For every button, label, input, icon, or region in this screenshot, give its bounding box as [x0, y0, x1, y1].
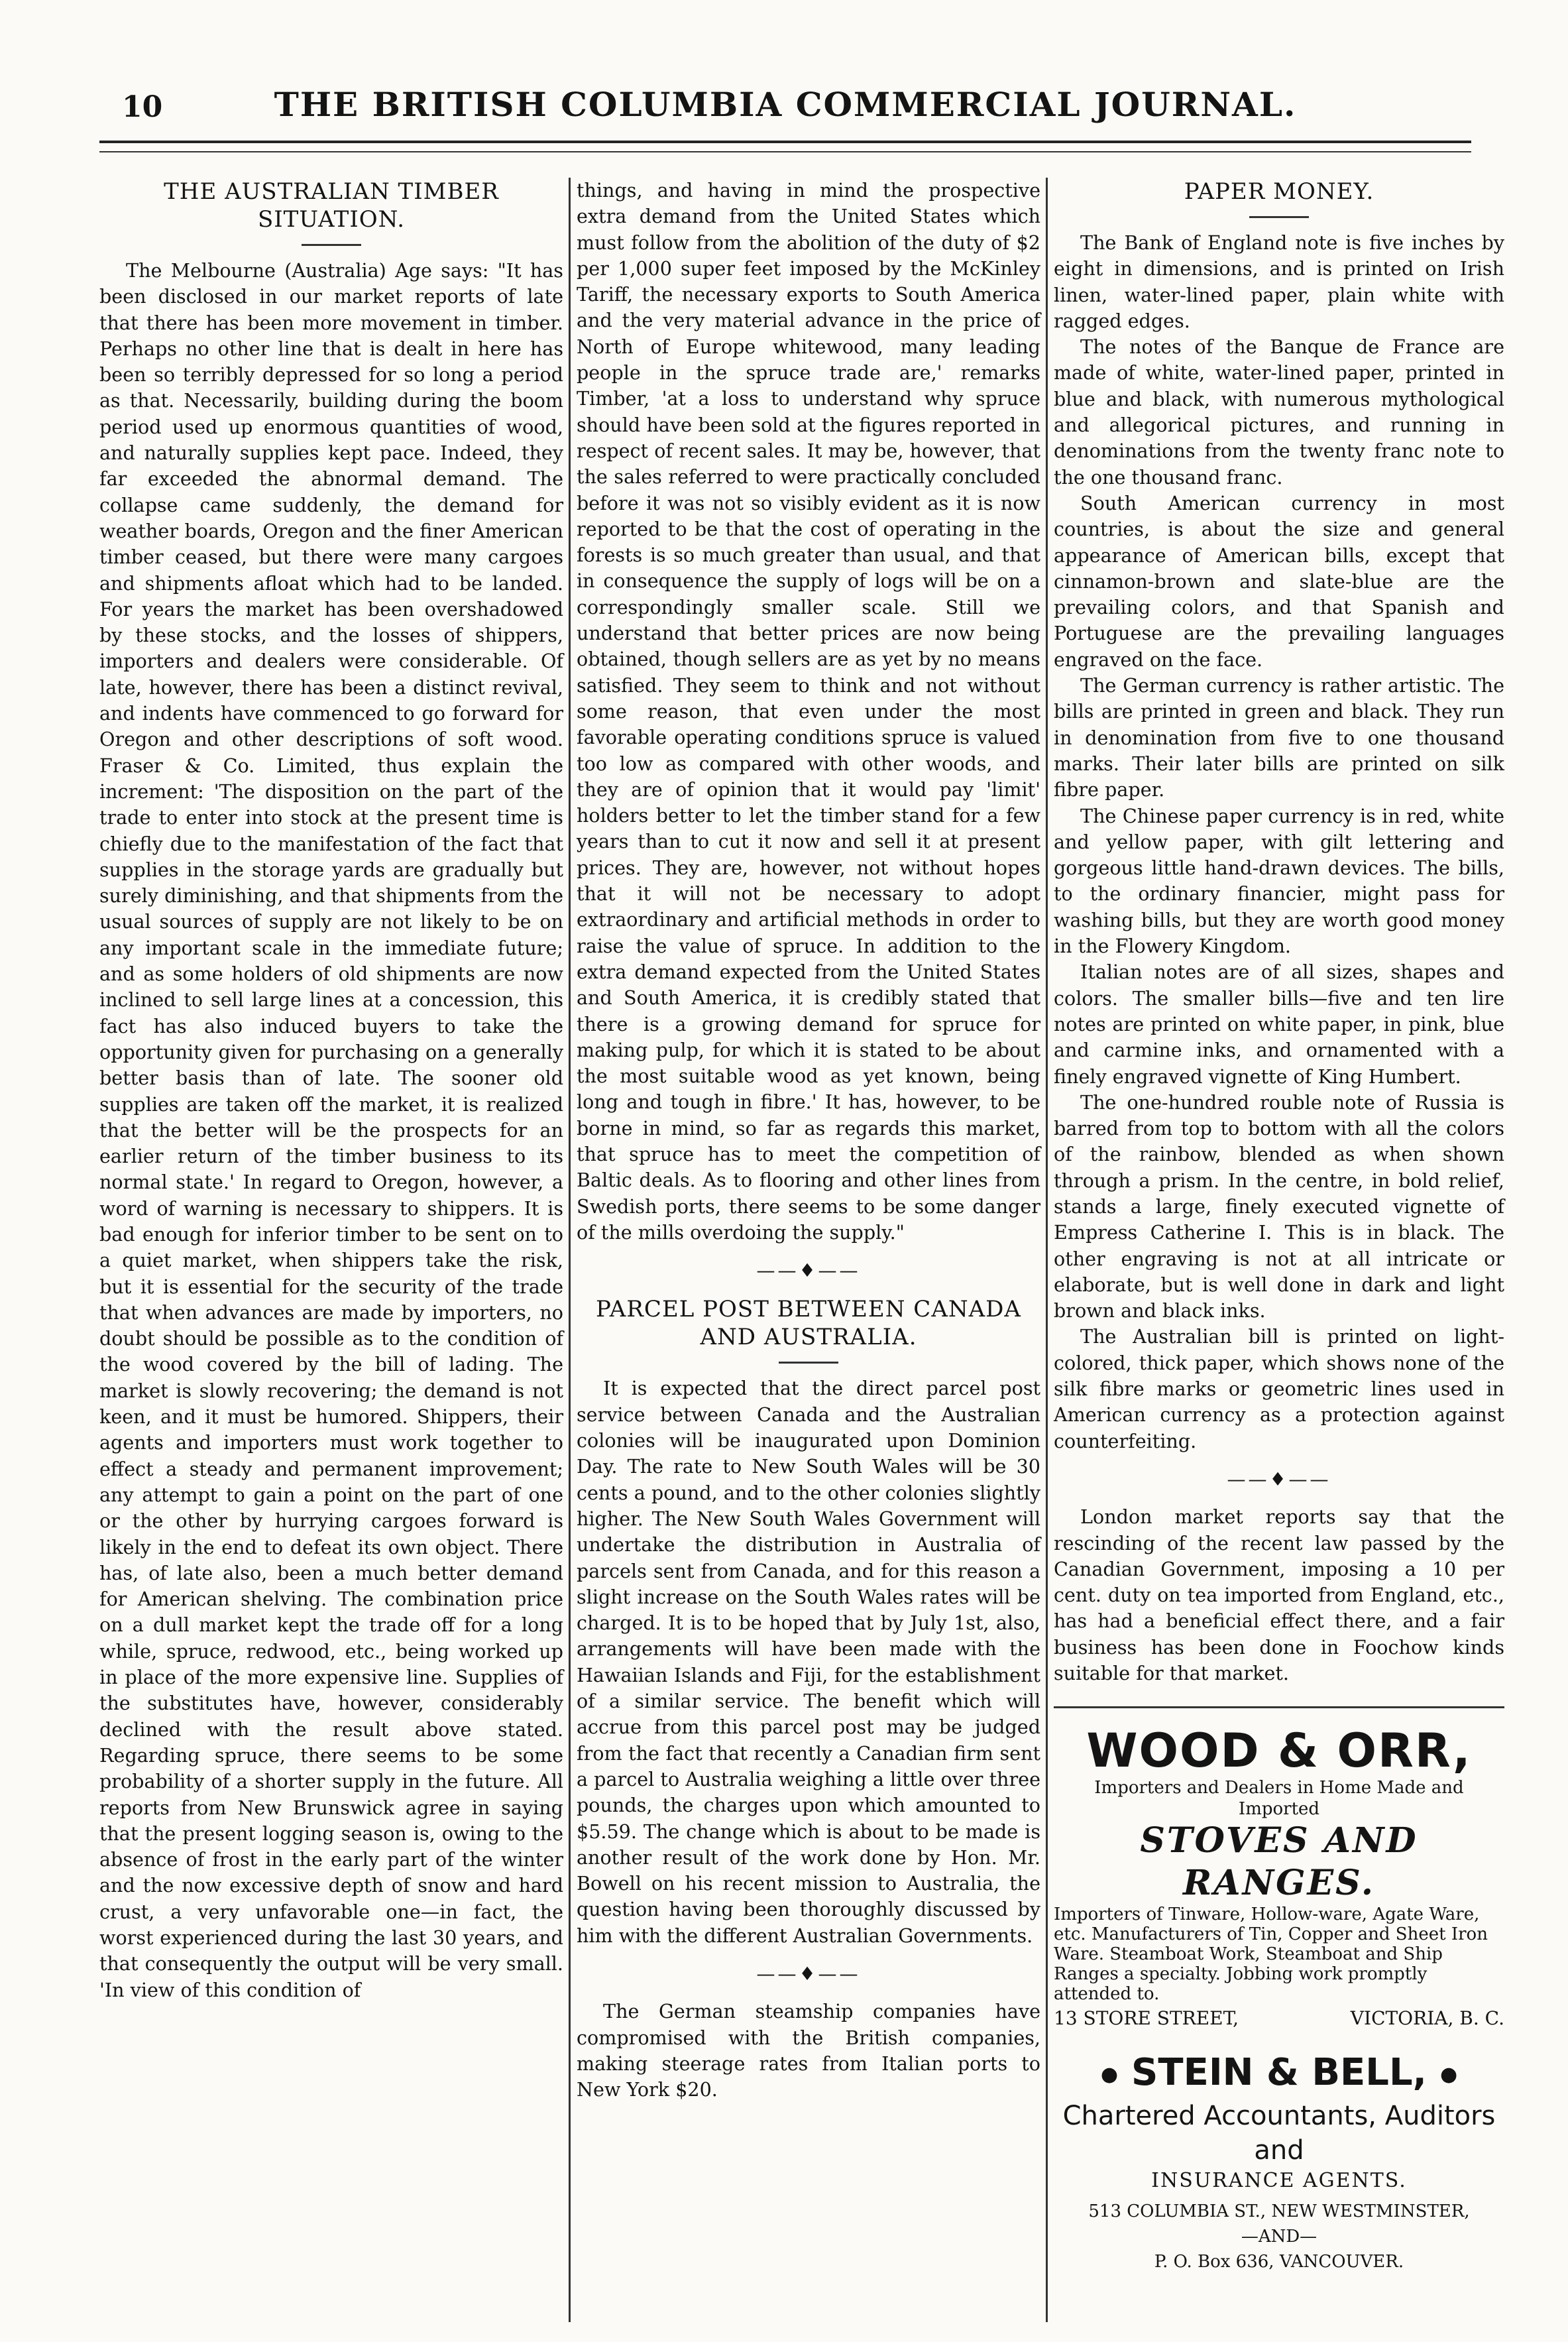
- header-rule-thin: [99, 151, 1471, 152]
- ad-company-name: WOOD & ORR,: [1086, 1724, 1472, 1779]
- column-divider-2: [1046, 178, 1048, 2322]
- advertisement-wood-orr: [1054, 1706, 1504, 2030]
- article-paragraph: The one-hundred rouble note of Russia is barred from top to bottom with all the colors of the rainbow, blended as when shown through a prism. In the centre, in bold relief, stands a large, finely executed vignette of Empress Catherine I. This is in black. The other engraving is not at all intricate or elaborate, but is well done in dark and light brown and black inks.: [1054, 1090, 1504, 1322]
- article-paragraph: The Bank of England note is five inches by eight in dimensions, and is printed on Irish linen, water-lined paper, plain white with ragged edges.: [1054, 231, 1504, 332]
- bullet-icon: ●: [1100, 2063, 1119, 2087]
- ad-company-name-row: [1054, 2049, 1504, 2099]
- advertisement-stein-bell: [1054, 2049, 1504, 2272]
- page-number: 10: [122, 90, 163, 124]
- ad-subtitle: INSURANCE AGENTS.: [1151, 2169, 1407, 2193]
- ad-address: 513 COLUMBIA ST., NEW WESTMINSTER,: [1088, 2201, 1470, 2222]
- ad-and: —AND—: [1241, 2227, 1317, 2247]
- ad-address: 13 STORE STREET,: [1054, 2007, 1239, 2030]
- title-rule: [779, 1362, 838, 1364]
- column-1: [99, 178, 563, 2003]
- section-divider: ——♦——: [1227, 1468, 1331, 1490]
- page-header: [99, 80, 1471, 133]
- ad-address-row: [1054, 2007, 1504, 2030]
- article-paragraph: London market reports say that the rescinding of the recent law passed by the Canadian Government, imposing a 10 per cent. duty on tea imported from England, etc., has had a beneficial effect there, and a fair business has been done in Foochow kinds suitable for that market.: [1054, 1505, 1504, 1685]
- article-paragraph: It is expected that the direct parcel post service between Canada and the Australian colonies will be inaugurated upon Dominion Day. The rate to New South Wales will be 30 cents a pound, and to the other colonies slightly higher. The New South Wales Government will undertake the distribution in Australia of parcels sent from Canada, and for this reason a slight increase on the South Wales rates will be charged. It is to be hoped that by July 1st, also, arrangements will have been made with the Hawaiian Islands and Fiji, for the establishment of a similar service. The benefit which will accrue from this parcel post may be judged from the fact that recently a Canadian firm sent a parcel to Australia weighing a little over three pounds, the charges upon which amounted to $5.59. The change which is about to be made is another result of the work done by Hon. Mr. Bowell on his recent mission to Australia, the question having been thoroughly discussed by him with the different Australian Governments.: [577, 1377, 1040, 1947]
- article-title-paper-money: PAPER MONEY.: [1184, 178, 1374, 205]
- header-rule: [99, 141, 1471, 143]
- bullet-icon: ●: [1439, 2063, 1458, 2087]
- ad-body: Importers of Tinware, Hollow-ware, Agate Ware, etc. Manufacturers of Tin, Copper and Sheet Iron Ware. Steamboat Work, Steamboat and Ship Ranges a specialty. Jobbing work promptly attended to.: [1054, 1904, 1488, 2005]
- column-3: [1054, 178, 1504, 2272]
- title-rule: [302, 244, 361, 246]
- ad-company-name: STEIN & BELL,: [1131, 2051, 1427, 2095]
- article-paragraph: The Chinese paper currency is in red, white and yellow paper, with gilt lettering and gorgeous little hand-drawn devices. The bills, to the ordinary financier, might pass for washing bills, but they are worth good money in the Flowery Kingdom.: [1054, 804, 1504, 958]
- article-title-timber: THE AUSTRALIAN TIMBER SITUATION.: [164, 178, 499, 233]
- article-paragraph: The German steamship companies have compromised with the British companies, making steerage rates from Italian ports to New York $20.: [577, 2000, 1040, 2101]
- ad-po-box: P. O. Box 636, VANCOUVER.: [1154, 2252, 1404, 2272]
- article-paragraph: The notes of the Banque de France are made of white, water-lined paper, printed in blue and black, with numerous mythological and allegorical pictures, and running in denominations from the twenty franc note to the one thousand franc.: [1054, 335, 1504, 489]
- section-divider: ——♦——: [756, 1259, 861, 1282]
- ad-tagline: Chartered Accountants, Auditors and: [1062, 2101, 1496, 2166]
- journal-title: THE BRITISH COLUMBIA COMMERCIAL JOURNAL.: [274, 85, 1297, 124]
- article-paragraph: things, and having in mind the prospective extra demand from the United States which must follow from the abolition of the duty of $2 per 1,000 super feet imposed by the McKinley Tariff, the necessary exports to South America and the very material advance in the price of North of Europe whitewood, many leading people in the spruce trade are,' remarks Timber, 'at a loss to understand why spruce should have been sold at the figures reported in respect of recent sales. It may be, however, that the sales referred to were practically concluded before it was not so visibly evident as it is now reported to be that the cost of operating in the forests is so much greater than usual, and that in consequence the supply of logs will be on a correspondingly smaller scale. Still we understand that better prices are now being obtained, though sellers are as yet by no means satisfied. They seem to think and not without some reason, that even under the most favorable operating conditions spruce is valued too low as compared with other woods, and they are of opinion that it would pay 'limit' holders better to let the timber stand for a few years than to cut it now and sell it at present prices. They are, however, not without hopes that it will not be necessary to adopt extraordinary and artificial methods in order to raise the value of spruce. In addition to the extra demand expected from the United States and South America, it is credibly stated that there is a growing demand for spruce for making pulp, for which it is stated to be about the most suitable wood as yet known, being long and tough in fibre.' It has, however, to be borne in mind, so far as regards this market, that spruce has to meet the competition of Baltic deals. As to flooring and other lines from Swedish ports, there seems to be some danger of the mills overdoing the supply.": [577, 179, 1040, 1244]
- article-title-parcel: PARCEL POST BETWEEN CANADA AND AUSTRALIA.: [596, 1296, 1021, 1351]
- article-paragraph: South American currency in most countries, is about the size and general appearance of American bills, except that cinnamon-brown and slate-blue are the prevailing colors, and that Spanish and Portuguese are the prevailing languages engraved on the face.: [1054, 491, 1504, 671]
- article-paragraph: The Australian bill is printed on light-colored, thick paper, which shows none of the silk fibre marks or geometric lines used in American currency as a protection against counterfeiting.: [1054, 1325, 1504, 1452]
- article-paragraph: Italian notes are of all sizes, shapes and colors. The smaller bills—five and ten lire notes are printed on white paper, in pink, blue and carmine inks, and ornamented with a finely engraved vignette of King Humbert.: [1054, 961, 1504, 1088]
- title-rule: [1249, 216, 1309, 218]
- ad-headline: STOVES AND RANGES.: [1140, 1820, 1418, 1904]
- article-paragraph: The Melbourne (Australia) Age says: "It has been disclosed in our market reports of late that there has been more movement in timber. Perhaps no other line that is dealt in here has been so terribly depressed for so long a period as that. Necessarily, building during the boom period used up enormous quantities of wood, and naturally supplies kept pace. Indeed, they far exceeded the abnormal demand. The collapse came suddenly, the demand for weather boards, Oregon and the finer American timber ceased, but there were many cargoes and shipments afloat which had to be landed. For years the market has been overshadowed by these stocks, and the losses of shippers, importers and dealers were considerable. Of late, however, there has been a distinct revival, and indents have commenced to go forward for Oregon and other descriptions of soft wood. Fraser & Co. Limited, thus explain the increment: 'The disposition on the part of the trade to enter into stock at the present time is chiefly due to the manifestation of the fact that supplies in the storage yards are gradually but surely diminishing, and that shipments from the usual sources of supply are not likely to be on any important scale in the immediate future; and as some holders of old shipments are now inclined to sell large lines at a concession, this fact has also induced buyers to take the opportunity given for purchasing on a generally better basis than of late. The sooner old supplies are taken off the market, it is realized that the better will be the prospects for an earlier return of the timber business to its normal state.' In regard to Oregon, however, a word of warning is necessary to shippers. It is bad enough for inferior timber to be sent on to a quiet market, when shippers take the risk, but it is essential for the security of the trade that when advances are made by importers, no doubt should be possible as to the condition of the wood covered by the bill of lading. The market is slowly recovering; the demand is not keen, and it must be humored. Shippers, their agents and importers must work together to effect a steady and permanent improvement; any attempt to gain a point on the part of one or the other by hurrying cargoes forward is likely in the end to defeat its own object. There has, of late also, been a much better demand for American shelving. The combination price on a dull market kept the trade off for a long while, spruce, redwood, etc., being worked up in place of the more expensive line. Supplies of the substitutes have, however, considerably declined with the result above stated. Regarding spruce, there seems to be some probability of a shorter supply in the future. All reports from New Brunswick agree in saying that the present logging season is, owing to the absence of frost in the early part of the winter and the now excessive depth of snow and hard crust, a very unfavorable one—in fact, the worst experienced during the last 30 years, and that consequently the output will be very small. 'In view of this condition of: [99, 259, 563, 2001]
- column-divider-1: [569, 178, 571, 2322]
- column-2: [577, 178, 1040, 2103]
- ad-city: VICTORIA, B. C.: [1350, 2007, 1504, 2030]
- ad-tagline: Importers and Dealers in Home Made and Imported: [1094, 1778, 1464, 1820]
- article-paragraph: The German currency is rather artistic. The bills are printed in green and black. They run in denomination from five to one thousand marks. Their later bills are printed on silk fibre paper.: [1054, 674, 1504, 801]
- section-divider: ——♦——: [756, 1963, 861, 1985]
